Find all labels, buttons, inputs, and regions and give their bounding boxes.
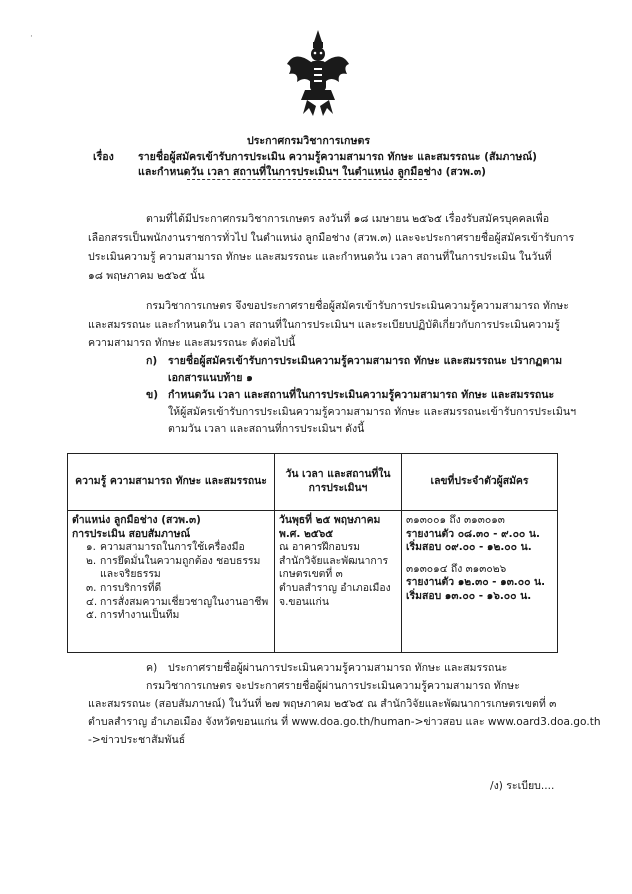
item-b-line-2: ให้ผู้สมัครเข้ารับการประเมินความรู้ความสามารถ ทักษะ และสมรรถนะเข้ารับการประเมินฯ <box>168 406 577 418</box>
table-header-row <box>68 454 558 511</box>
para2-line-3: ความสามารถ ทักษะ และสมรรถนะ ดังต่อไปนี้ <box>88 337 296 349</box>
competency-item: ๕. การทำงานเป็นทีม <box>86 609 180 622</box>
table-row <box>68 511 558 653</box>
table-header-datetime: วัน เวลา และสถานที่ในการประเมินฯ <box>275 454 402 511</box>
group2-exam-time: เริ่มสอบ ๑๓.๐๐ - ๑๖.๐๐ น. <box>406 589 532 602</box>
group2-ids: ๓๑๓๐๑๔ ถึง ๓๑๓๐๒๖ <box>406 562 507 575</box>
item-c-line-2: กรมวิชาการเกษตร จะประกาศรายชื่อผู้ผ่านการประเมินความรู้ความสามารถ ทักษะ <box>146 680 520 692</box>
scan-mark: · <box>30 32 33 42</box>
subject-line-1: รายชื่อผู้สมัครเข้ารับการประเมิน ความรู้ความสามารถ ทักษะ และสมรรถนะ (สัมภาษณ์) <box>138 151 538 163</box>
group1-ids: ๓๑๓๐๐๑ ถึง ๓๑๓๐๑๓ <box>406 514 505 526</box>
item-b-label: ข) <box>146 389 159 401</box>
competency-item: ๒. การยึดมั่นในความถูกต้อง ชอบธรรม <box>86 554 261 567</box>
para1-line-2: เลือกสรรเป็นพนักงานราชการทั่วไป ในตำแหน่ง ลูกมือช่าง (สวพ.๓) และจะประกาศรายชื่อผู้สมัครเข้ารับการ <box>88 232 575 244</box>
title-divider <box>187 179 427 180</box>
para2-line-2: และสมรรถนะ และกำหนดวัน เวลา สถานที่ในการประเมินฯ และระเบียบปฏิบัติเกี่ยวกับการประเมินความรู้ <box>88 319 560 331</box>
competency-item: ๓. การบริการที่ดี <box>86 581 162 594</box>
subject-line-2: และกำหนดวัน เวลา สถานที่ในการประเมินฯ ในตำแหน่ง ลูกมือช่าง (สวพ.๓) <box>138 166 486 178</box>
item-a-line-1: รายชื่อผู้สมัครเข้ารับการประเมินความรู้ความสามารถ ทักษะ และสมรรถนะ ปรากฏตาม <box>168 355 563 367</box>
para2-line-1: กรมวิชาการเกษตร จึงขอประกาศรายชื่อผู้สมัครเข้ารับการประเมินความรู้ความสามารถ ทักษะ <box>146 300 569 312</box>
para1-line-4: ๑๘ พฤษภาคม ๒๕๖๕ นั้น <box>88 270 205 282</box>
table-cell-datetime <box>275 511 402 653</box>
exam-place-line: จ.ขอนแก่น <box>279 595 329 608</box>
item-c-line-1: ประกาศรายชื่อผู้ผ่านการประเมินความรู้ความสามารถ ทักษะ และสมรรถนะ <box>168 662 508 674</box>
group2-report-time: รายงานตัว ๑๒.๓๐ - ๑๓.๐๐ น. <box>406 576 546 589</box>
item-c-label: ค) <box>146 662 158 674</box>
table-cell-applicant-ids <box>402 511 558 653</box>
competency-item: ๔. การสั่งสมความเชี่ยวชาญในงานอาชีพ <box>86 595 269 608</box>
item-c-line-4: ตำบลสำราญ อำเภอเมือง จังหวัดขอนแก่น ที่ www.doa.go.th/human->ข่าวสอบ และ www.oard3.doa.go.th <box>88 716 601 728</box>
group1-exam-time: เริ่มสอบ ๐๙.๐๐ - ๑๒.๐๐ น. <box>406 541 532 554</box>
item-a-label: ก) <box>146 355 158 367</box>
para1-line-1: ตามที่ได้มีประกาศกรมวิชาการเกษตร ลงวันที่ ๑๘ เมษายน ๒๕๖๕ เรื่องรับสมัครบุคคลเพื่อ <box>146 213 550 225</box>
schedule-table <box>67 453 558 653</box>
subject-label: เรื่อง <box>93 151 114 163</box>
exam-place-line: เกษตรเขตที่ ๓ <box>279 568 343 581</box>
exam-place-line: ตำบลสำราญ อำเภอเมือง <box>279 581 391 594</box>
exam-year: พ.ศ. ๒๕๖๕ <box>279 527 334 540</box>
announcement-title: ประกาศกรมวิชาการเกษตร <box>247 135 371 147</box>
item-b-line-3: ตามวัน เวลา และสถานที่การประเมินฯ ดังนี้ <box>168 423 365 435</box>
exam-method: การประเมิน สอบสัมภาษณ์ <box>72 527 191 540</box>
item-c-line-5: ->ข่าวประชาสัมพันธ์ <box>88 734 186 746</box>
item-a-line-2: เอกสารแนบท้าย ๑ <box>168 372 253 384</box>
position-name: ตำแหน่ง ลูกมือช่าง (สวพ.๓) <box>72 514 201 526</box>
garuda-emblem-icon <box>283 28 353 120</box>
group1-report-time: รายงานตัว ๐๘.๓๐ - ๙.๐๐ น. <box>406 527 540 540</box>
continuation-note: /ง) ระเบียบ.... <box>490 780 555 792</box>
competency-item: ๑. ความสามารถในการใช้เครื่องมือ <box>86 541 245 554</box>
exam-place-line: ณ อาคารฝึกอบรม <box>279 541 361 554</box>
competency-item: และจริยธรรม <box>100 568 161 581</box>
para1-line-3: ประเมินความรู้ ความสามารถ ทักษะ และสมรรถนะ และกำหนดวัน เวลา สถานที่ในการประเมิน ในวันที่ <box>88 251 552 263</box>
exam-day: วันพุธที่ ๒๕ พฤษภาคม <box>279 514 381 526</box>
table-cell-competency <box>68 511 275 653</box>
exam-place-line: สำนักวิจัยและพัฒนาการ <box>279 554 389 567</box>
table-header-competency: ความรู้ ความสามารถ ทักษะ และสมรรถนะ <box>68 454 275 511</box>
table-header-applicant-ids: เลขที่ประจำตัวผู้สมัคร <box>402 454 558 511</box>
item-b-line-1: กำหนดวัน เวลา และสถานที่ในการประเมินความรู้ความสามารถ ทักษะ และสมรรถนะ <box>168 389 555 401</box>
item-c-line-3: และสมรรถนะ (สอบสัมภาษณ์) ในวันที่ ๒๗ พฤษภาคม ๒๕๖๕ ณ สำนักวิจัยและพัฒนาการเกษตรเขตที่ ๓ <box>88 698 557 710</box>
